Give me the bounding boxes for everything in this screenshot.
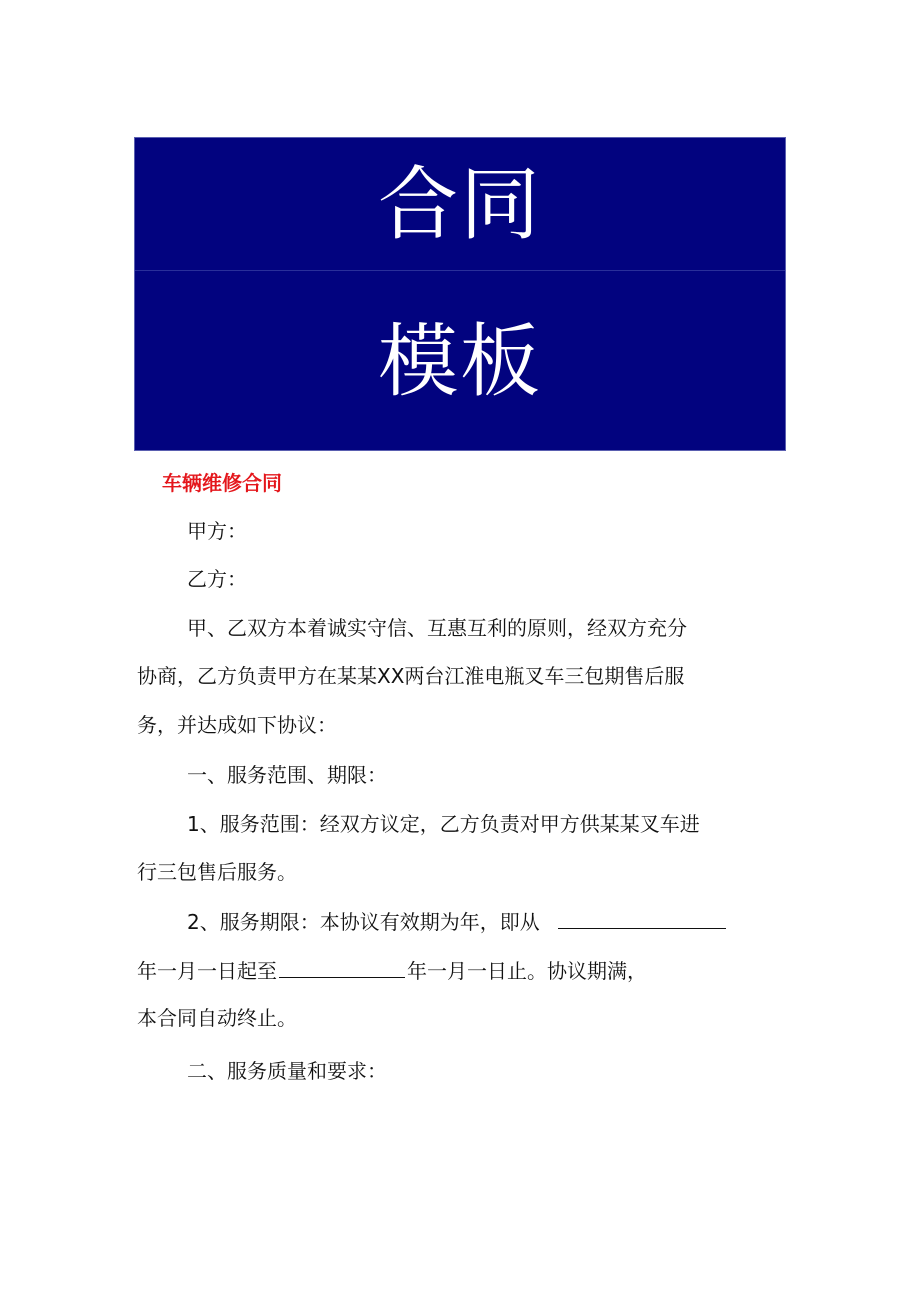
item-2-line-2 — [137, 955, 647, 985]
intro-line-2: 协商，乙方负责甲方在某某XX两台江淮电瓶叉车三包期售后服 — [137, 664, 685, 688]
item-2-line-1 — [187, 906, 726, 936]
intro-line-3: 务，并达成如下协议： — [137, 713, 337, 737]
intro-line-1: 甲、乙双方本着诚实守信、互惠互利的原则，经双方充分 — [187, 616, 687, 640]
item-2-line-2-post: 年一月一日止。协议期满， — [407, 959, 647, 983]
title-banner — [134, 137, 786, 451]
start-date-blank — [558, 906, 726, 929]
item-1-line-2: 行三包售后服务。 — [137, 860, 297, 884]
banner-line-1: 合同 — [378, 157, 542, 251]
item-2-line-3: 本合同自动终止。 — [137, 1006, 297, 1030]
section-2-heading: 二、服务质量和要求： — [187, 1059, 387, 1083]
item-2-line-2-pre: 年一月一日起至 — [137, 959, 277, 983]
section-1-heading: 一、服务范围、期限： — [187, 763, 387, 787]
party-b-label: 乙方： — [187, 567, 247, 591]
item-1-line-1: 1、服务范围：经双方议定，乙方负责对甲方供某某叉车进 — [187, 812, 700, 836]
document-title: 车辆维修合同 — [162, 471, 282, 495]
item-2-line-1-text: 2、服务期限：本协议有效期为年，即从 — [187, 910, 540, 934]
party-a-label: 甲方： — [187, 519, 247, 543]
end-date-blank — [279, 955, 405, 978]
banner-line-2: 模板 — [378, 315, 542, 408]
banner-divider — [135, 270, 785, 271]
